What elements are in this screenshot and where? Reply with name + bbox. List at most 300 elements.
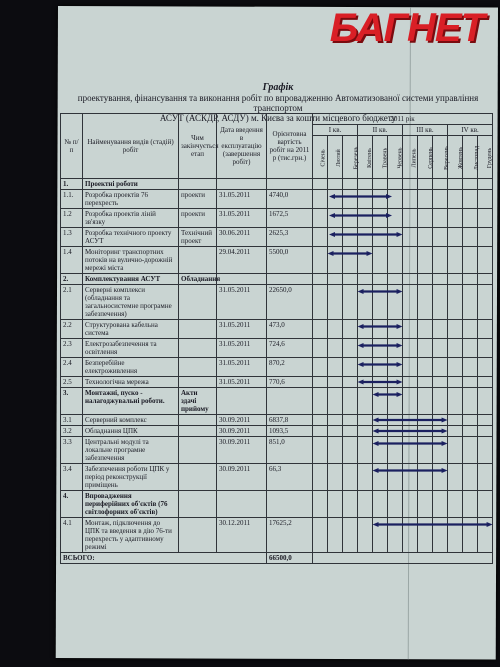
header-month-label: Жовтень: [458, 146, 464, 169]
cell-date: 29.04.2011: [217, 247, 267, 274]
cell-cost: 473,0: [267, 320, 313, 339]
gantt-cell: [433, 190, 448, 209]
gantt-cell: [403, 320, 418, 339]
cell-doc: [179, 377, 217, 388]
gantt-cell: [433, 274, 448, 285]
cell-date: [217, 388, 267, 415]
header-month: [373, 136, 388, 179]
gantt-cell: [418, 464, 433, 491]
gantt-cell: [373, 179, 388, 190]
gantt-cell: [328, 190, 343, 209]
cell-cost: [267, 179, 313, 190]
gantt-cell: [433, 415, 448, 426]
gantt-cell: [478, 274, 493, 285]
gantt-cell: [313, 437, 328, 464]
cell-doc: [179, 339, 217, 358]
gantt-cell: [343, 228, 358, 247]
gantt-cell: [433, 179, 448, 190]
gantt-cell: [313, 464, 328, 491]
cell-cost: 870,2: [267, 358, 313, 377]
gantt-cell: [373, 209, 388, 228]
gantt-cell: [463, 415, 478, 426]
table-row: [61, 377, 493, 388]
gantt-cell: [418, 320, 433, 339]
table-row: [61, 209, 493, 228]
gantt-cell: [343, 388, 358, 415]
header-month-label: Листопад: [474, 145, 481, 170]
cell-date: 30.06.2011: [217, 228, 267, 247]
cell-num: 2.3: [61, 339, 83, 358]
gantt-cell: [478, 491, 493, 518]
gantt-cell: [373, 518, 388, 553]
gantt-cell: [388, 518, 403, 553]
gantt-cell: [478, 190, 493, 209]
cell-cost: 6837,8: [267, 415, 313, 426]
gantt-cell: [313, 285, 328, 320]
gantt-cell: [358, 415, 373, 426]
schedule-body: [61, 179, 493, 564]
gantt-cell: [463, 377, 478, 388]
gantt-cell: [313, 377, 328, 388]
gantt-cell: [358, 209, 373, 228]
cell-date: 30.09.2011: [217, 464, 267, 491]
gantt-cell: [448, 464, 463, 491]
gantt-cell: [433, 228, 448, 247]
gantt-cell: [343, 285, 358, 320]
cell-num: 1.2: [61, 209, 83, 228]
gantt-cell: [478, 228, 493, 247]
gantt-cell: [403, 247, 418, 274]
gantt-cell: [433, 437, 448, 464]
gantt-cell: [388, 377, 403, 388]
header-month-label: Травень: [382, 147, 389, 168]
gantt-cell: [328, 339, 343, 358]
table-row: [61, 388, 493, 415]
gantt-cell: [373, 388, 388, 415]
gantt-cell: [358, 339, 373, 358]
gantt-cell: [358, 437, 373, 464]
header-date: Дата введення в експлуатацію (завершення робіт): [217, 114, 267, 179]
gantt-cell: [313, 415, 328, 426]
cell-name: Забезпечення роботи ЦПК у період реконструкції приміщень: [83, 464, 179, 491]
cell-name: Розробка проектів 76 перехресть: [83, 190, 179, 209]
gantt-cell: [403, 426, 418, 437]
gantt-cell: [388, 190, 403, 209]
gantt-cell: [313, 228, 328, 247]
gantt-cell: [448, 209, 463, 228]
gantt-cell: [373, 339, 388, 358]
gantt-cell: [403, 437, 418, 464]
header-month-label: Липень: [411, 147, 418, 168]
header-cost: Орієнтовна вартість робіт на 2011 р (тис.грн.): [267, 114, 313, 179]
gantt-cell: [358, 518, 373, 553]
gantt-cell: [433, 285, 448, 320]
cell-date: 31.05.2011: [217, 339, 267, 358]
gantt-cell: [313, 491, 328, 518]
gantt-cell: [328, 320, 343, 339]
gantt-cell: [358, 179, 373, 190]
cell-cost: 2625,3: [267, 228, 313, 247]
gantt-cell: [433, 247, 448, 274]
gantt-cell: [328, 415, 343, 426]
header-quarter-4: ІV кв.: [448, 125, 493, 136]
gantt-cell: [448, 491, 463, 518]
gantt-cell: [373, 228, 388, 247]
gantt-cell: [448, 388, 463, 415]
gantt-cell: [418, 190, 433, 209]
gantt-cell: [313, 247, 328, 274]
total-value: 66500,0: [267, 553, 313, 564]
cell-name: Впровадження периферійних об'єктів (76 світлофорних об'єктів): [83, 491, 179, 518]
gantt-cell: [373, 491, 388, 518]
gantt-cell: [403, 377, 418, 388]
cell-num: 2.1: [61, 285, 83, 320]
gantt-cell: [328, 518, 343, 553]
gantt-cell: [478, 358, 493, 377]
gantt-cell: [358, 388, 373, 415]
gantt-cell: [328, 491, 343, 518]
table-row: [61, 228, 493, 247]
cell-date: 31.05.2011: [217, 209, 267, 228]
header-quarter-3: ІІІ кв.: [403, 125, 448, 136]
cell-num: 3.: [61, 388, 83, 415]
cell-doc: [179, 358, 217, 377]
cell-date: [217, 179, 267, 190]
gantt-cell: [388, 247, 403, 274]
total-gantt-cell: [313, 553, 493, 564]
cell-doc: [179, 415, 217, 426]
gantt-cell: [463, 518, 478, 553]
gantt-cell: [403, 190, 418, 209]
gantt-cell: [388, 464, 403, 491]
gantt-cell: [478, 518, 493, 553]
cell-num: 3.2: [61, 426, 83, 437]
gantt-cell: [328, 285, 343, 320]
header-month: [343, 136, 358, 179]
title-heading: Графік: [262, 82, 294, 93]
gantt-cell: [463, 426, 478, 437]
cell-doc: Технічний проект: [179, 228, 217, 247]
gantt-cell: [358, 491, 373, 518]
gantt-cell: [343, 179, 358, 190]
gantt-cell: [373, 358, 388, 377]
gantt-cell: [388, 491, 403, 518]
cell-num: 3.3: [61, 437, 83, 464]
gantt-cell: [403, 388, 418, 415]
gantt-cell: [313, 388, 328, 415]
gantt-cell: [373, 437, 388, 464]
gantt-cell: [343, 426, 358, 437]
cell-date: 31.05.2011: [217, 285, 267, 320]
gantt-cell: [418, 285, 433, 320]
gantt-cell: [358, 377, 373, 388]
gantt-cell: [418, 426, 433, 437]
table-row: [61, 339, 493, 358]
cell-cost: [267, 491, 313, 518]
cell-cost: 5500,0: [267, 247, 313, 274]
gantt-cell: [403, 491, 418, 518]
gantt-cell: [463, 285, 478, 320]
cell-cost: 22650,0: [267, 285, 313, 320]
header-month: [403, 136, 418, 179]
cell-cost: [267, 388, 313, 415]
gantt-cell: [358, 274, 373, 285]
cell-name: Електрозабезпечення та освітлення: [83, 339, 179, 358]
header-doc: Чим закінчується етап: [179, 114, 217, 179]
cell-num: 3.1: [61, 415, 83, 426]
header-month-label: Квітень: [366, 147, 373, 168]
gantt-cell: [418, 377, 433, 388]
cell-date: 31.05.2011: [217, 377, 267, 388]
gantt-cell: [448, 437, 463, 464]
gantt-cell: [403, 228, 418, 247]
gantt-cell: [328, 437, 343, 464]
cell-doc: [179, 518, 217, 553]
table-row: [61, 274, 493, 285]
table-row: [61, 285, 493, 320]
gantt-cell: [418, 228, 433, 247]
gantt-cell: [388, 274, 403, 285]
header-month-label: Грудень: [487, 147, 494, 168]
table-row: [61, 179, 493, 190]
cell-doc: [179, 464, 217, 491]
cell-num: 4.1: [61, 518, 83, 553]
gantt-cell: [448, 179, 463, 190]
gantt-cell: [448, 228, 463, 247]
gantt-cell: [478, 247, 493, 274]
gantt-cell: [448, 320, 463, 339]
gantt-cell: [478, 426, 493, 437]
cell-num: 2.4: [61, 358, 83, 377]
gantt-cell: [388, 358, 403, 377]
gantt-cell: [313, 339, 328, 358]
cell-name: Обладнання ЦПК: [83, 426, 179, 437]
gantt-cell: [373, 274, 388, 285]
cell-date: [217, 274, 267, 285]
cell-doc: [179, 426, 217, 437]
gantt-cell: [388, 339, 403, 358]
header-name: Найменування видів (стадій) робіт: [83, 114, 179, 179]
header-month: [388, 136, 403, 179]
header-year: 2011 рік: [313, 114, 493, 125]
gantt-cell: [403, 464, 418, 491]
gantt-cell: [388, 437, 403, 464]
gantt-cell: [343, 209, 358, 228]
gantt-cell: [403, 415, 418, 426]
header-month-label: Лютий: [335, 148, 342, 167]
gantt-cell: [313, 320, 328, 339]
gantt-cell: [343, 464, 358, 491]
cell-cost: 724,6: [267, 339, 313, 358]
gantt-cell: [328, 358, 343, 377]
cell-name: Центральні модулі та локальне програмне забезпечення: [83, 437, 179, 464]
gantt-cell: [403, 358, 418, 377]
gantt-cell: [478, 377, 493, 388]
gantt-cell: [448, 415, 463, 426]
cell-cost: 851,0: [267, 437, 313, 464]
cell-cost: [267, 274, 313, 285]
gantt-cell: [433, 358, 448, 377]
gantt-cell: [343, 437, 358, 464]
gantt-cell: [433, 464, 448, 491]
gantt-cell: [433, 388, 448, 415]
gantt-cell: [403, 274, 418, 285]
gantt-cell: [388, 426, 403, 437]
gantt-cell: [328, 464, 343, 491]
gantt-cell: [448, 518, 463, 553]
cell-name: Технологічна мережа: [83, 377, 179, 388]
cell-doc: [179, 179, 217, 190]
gantt-cell: [463, 339, 478, 358]
gantt-cell: [313, 190, 328, 209]
gantt-cell: [373, 464, 388, 491]
gantt-cell: [313, 274, 328, 285]
gantt-cell: [343, 358, 358, 377]
cell-num: 4.: [61, 491, 83, 518]
gantt-cell: [358, 464, 373, 491]
gantt-cell: [433, 518, 448, 553]
gantt-cell: [478, 285, 493, 320]
gantt-cell: [328, 274, 343, 285]
brand-logo: [294, 0, 494, 56]
gantt-cell: [358, 247, 373, 274]
gantt-cell: [433, 339, 448, 358]
cell-date: [217, 491, 267, 518]
gantt-cell: [478, 179, 493, 190]
brand-logo-text: БАГНЕТ: [329, 6, 484, 50]
cell-cost: 1093,5: [267, 426, 313, 437]
gantt-cell: [478, 437, 493, 464]
cell-cost: 17625,2: [267, 518, 313, 553]
gantt-cell: [463, 358, 478, 377]
gantt-cell: [463, 274, 478, 285]
gantt-cell: [328, 426, 343, 437]
cell-doc: [179, 285, 217, 320]
cell-date: 30.12.2011: [217, 518, 267, 553]
total-label: ВСЬОГО:: [61, 553, 267, 564]
gantt-cell: [373, 377, 388, 388]
cell-doc: Обладнання: [179, 274, 217, 285]
gantt-cell: [418, 179, 433, 190]
table-row: [61, 464, 493, 491]
gantt-cell: [478, 464, 493, 491]
gantt-cell: [478, 209, 493, 228]
gantt-cell: [388, 179, 403, 190]
schedule-table: [60, 113, 493, 564]
gantt-cell: [418, 437, 433, 464]
gantt-cell: [403, 339, 418, 358]
title-line-1: проектування, фінансування та виконання робіт по впровадженню Автоматизованої системи управління транспортом: [77, 93, 479, 113]
cell-doc: проекти: [179, 209, 217, 228]
gantt-cell: [328, 377, 343, 388]
cell-num: 1.4: [61, 247, 83, 274]
header-month: [418, 136, 433, 179]
cell-date: 31.05.2011: [217, 358, 267, 377]
gantt-cell: [448, 247, 463, 274]
gantt-cell: [328, 209, 343, 228]
gantt-cell: [478, 415, 493, 426]
gantt-cell: [433, 491, 448, 518]
gantt-cell: [478, 320, 493, 339]
gantt-cell: [463, 491, 478, 518]
gantt-cell: [388, 285, 403, 320]
gantt-cell: [343, 320, 358, 339]
gantt-cell: [463, 190, 478, 209]
gantt-cell: [448, 339, 463, 358]
gantt-cell: [358, 426, 373, 437]
gantt-cell: [328, 228, 343, 247]
gantt-cell: [343, 377, 358, 388]
header-month-label: Червень: [397, 147, 404, 168]
header-quarter-1: І кв.: [313, 125, 358, 136]
gantt-cell: [373, 426, 388, 437]
cell-num: 3.4: [61, 464, 83, 491]
gantt-cell: [388, 320, 403, 339]
gantt-cell: [373, 247, 388, 274]
header-num: № п/п: [61, 114, 83, 179]
gantt-cell: [448, 377, 463, 388]
cell-name: Монтаж, підключення до ЦПК та введення в дію 76-ти перехресть у адаптивному режимі: [83, 518, 179, 553]
gantt-cell: [343, 339, 358, 358]
gantt-cell: [313, 209, 328, 228]
gantt-cell: [328, 247, 343, 274]
header-month: [313, 136, 328, 179]
gantt-cell: [418, 518, 433, 553]
gantt-cell: [343, 518, 358, 553]
gantt-cell: [448, 285, 463, 320]
cell-num: 1.1.: [61, 190, 83, 209]
title-line-2: АСУТ (АСКДР, АСДУ) м. Києва за кошти місцевого бюджету: [159, 113, 397, 123]
cell-name: Серверні комплекси (обладнання та загальносистемне програмне забезпечення): [83, 285, 179, 320]
gantt-cell: [373, 190, 388, 209]
cell-name: Монтажні, пуско - налагоджувальні роботи.: [83, 388, 179, 415]
gantt-cell: [478, 339, 493, 358]
gantt-cell: [403, 285, 418, 320]
gantt-cell: [448, 274, 463, 285]
table-row: [61, 320, 493, 339]
gantt-cell: [358, 285, 373, 320]
gantt-cell: [343, 274, 358, 285]
cell-date: 30.09.2011: [217, 437, 267, 464]
gantt-cell: [463, 179, 478, 190]
cell-num: 1.: [61, 179, 83, 190]
gantt-cell: [388, 228, 403, 247]
gantt-cell: [343, 415, 358, 426]
table-row: [61, 358, 493, 377]
gantt-cell: [418, 247, 433, 274]
gantt-cell: [463, 388, 478, 415]
cell-name: Розробка технічного проекту АСУТ: [83, 228, 179, 247]
gantt-cell: [388, 415, 403, 426]
gantt-cell: [463, 320, 478, 339]
cell-doc: [179, 320, 217, 339]
gantt-cell: [373, 285, 388, 320]
gantt-cell: [433, 320, 448, 339]
gantt-cell: [463, 209, 478, 228]
cell-num: 2.: [61, 274, 83, 285]
table-row: [61, 426, 493, 437]
gantt-cell: [313, 518, 328, 553]
total-row: [61, 553, 493, 564]
gantt-cell: [418, 415, 433, 426]
gantt-cell: [433, 209, 448, 228]
gantt-cell: [358, 358, 373, 377]
cell-doc: Акти здачі прийому: [179, 388, 217, 415]
cell-cost: 770,6: [267, 377, 313, 388]
table-row: [61, 247, 493, 274]
gantt-cell: [463, 247, 478, 274]
gantt-cell: [328, 388, 343, 415]
